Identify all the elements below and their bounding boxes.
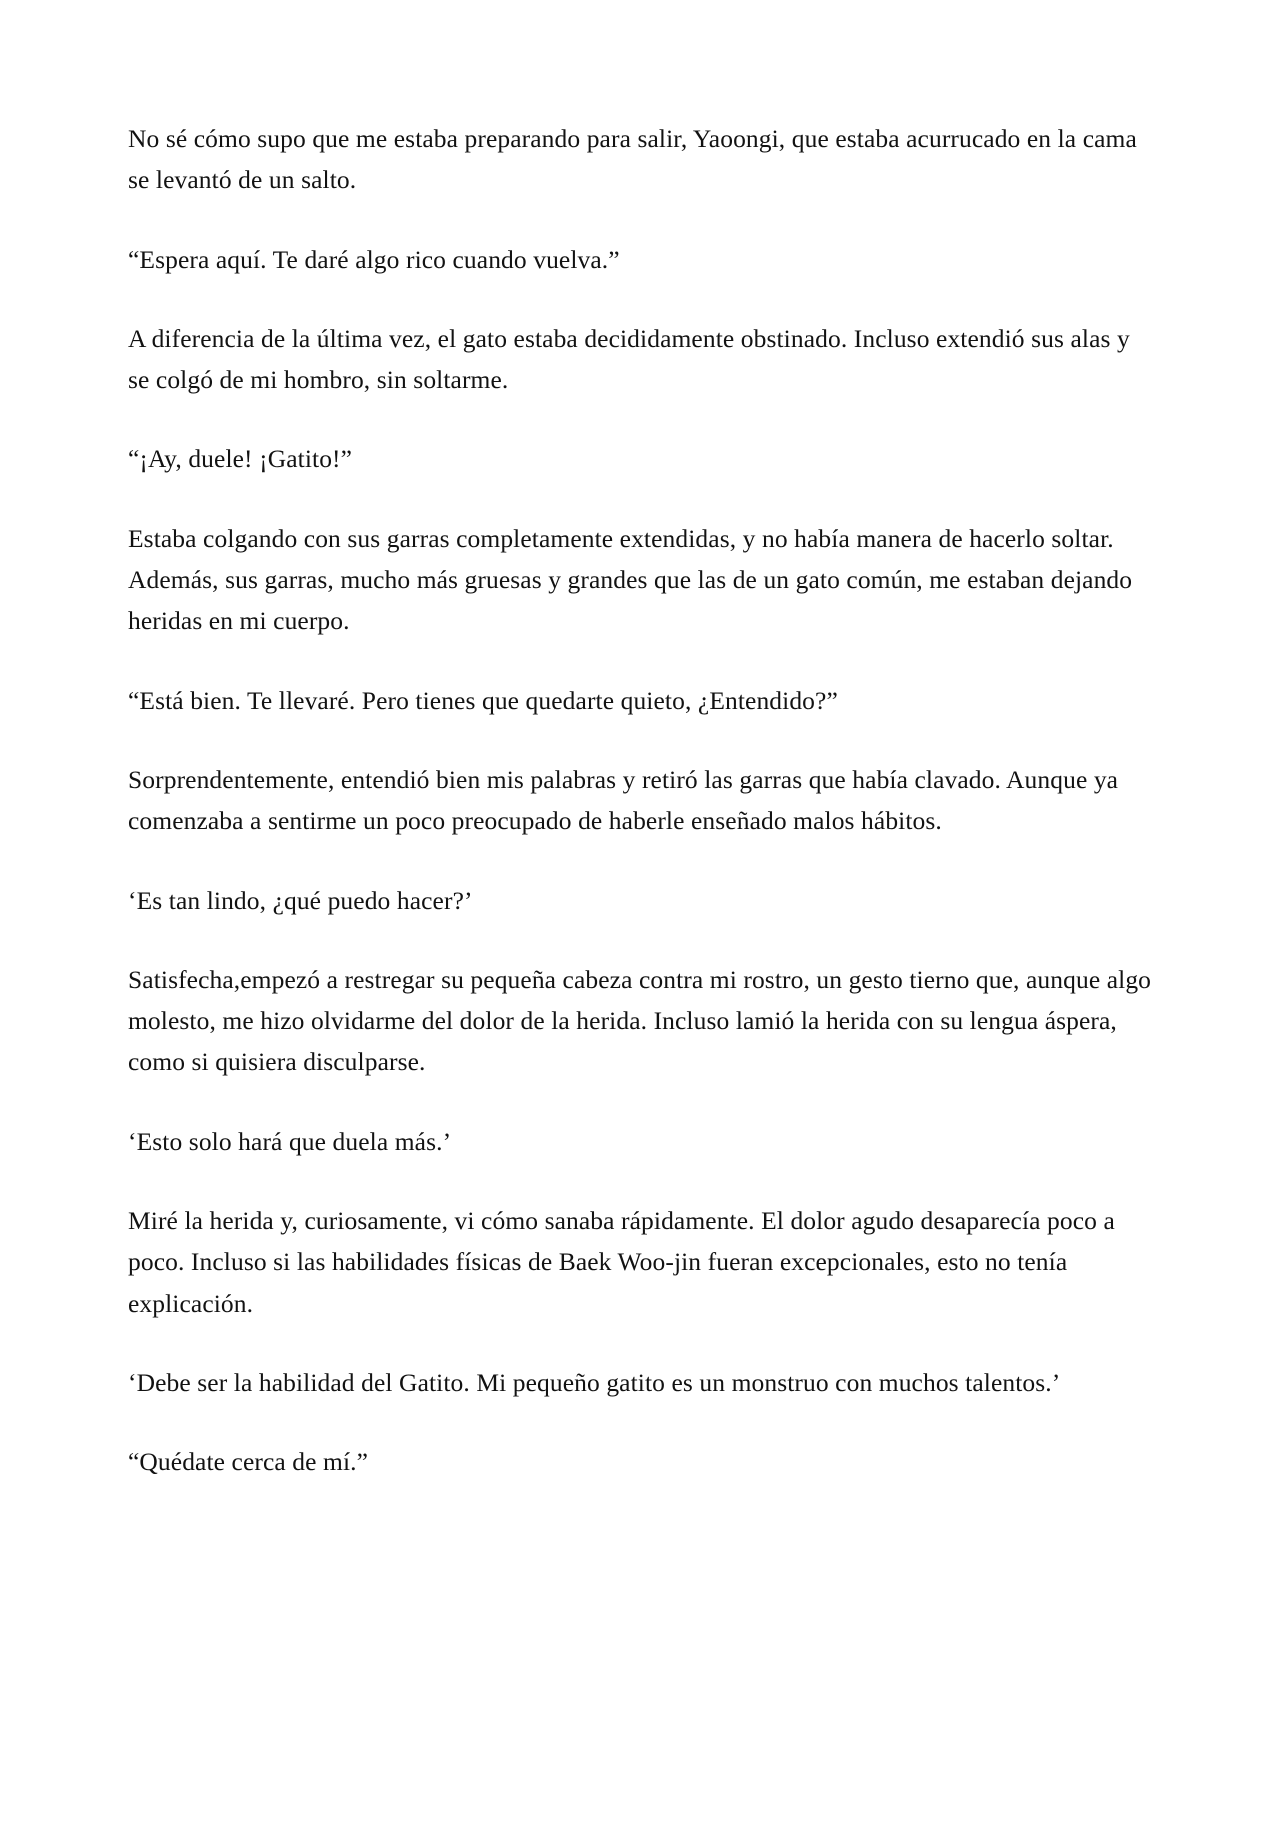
paragraph: Miré la herida y, curiosamente, vi cómo sanaba rápidamente. El dolor agudo desaparecía poco a poco. Incluso si las habilidades físicas de Baek Woo-jin fueran excepcionales, esto no tenía explicación. [128, 1206, 1115, 1318]
paragraph: No sé cómo supo que me estaba preparando para salir, Yaoongi, que estaba acurrucado en la cama se levantó de un salto. [128, 124, 1137, 195]
paragraph: “Está bien. Te llevaré. Pero tienes que quedarte quieto, ¿Entendido?” [128, 685, 838, 715]
paragraph: “¡Ay, duele! ¡Gatito!” [128, 444, 353, 474]
paragraph: ‘Es tan lindo, ¿qué puedo hacer?’ [128, 885, 473, 915]
paragraph: Sorprendentemente, entendió bien mis palabras y retiró las garras que había clavado. Aunque ya comenzaba a sentirme un poco preocupado de haberle enseñado malos hábitos. [128, 764, 1119, 836]
paragraph: “Quédate cerca de mí.” [128, 1447, 369, 1477]
paragraph: ‘Debe ser la habilidad del Gatito. Mi pequeño gatito es un monstruo con muchos talentos.’ [128, 1367, 1061, 1397]
paragraph: “Espera aquí. Te daré algo rico cuando vuelva.” [128, 244, 620, 274]
paragraph: ‘Esto solo hará que duela más.’ [128, 1126, 452, 1156]
document-body [128, 118, 1152, 1483]
paragraph: Satisfecha,empezó a restregar su pequeña cabeza contra mi rostro, un gesto tierno que, aunque algo molesto, me hizo olvidarme del dolor de la herida. Incluso lamió la herida con su lengua áspera, como si quisiera disculparse. [128, 964, 1152, 1077]
paragraph: A diferencia de la última vez, el gato estaba decididamente obstinado. Incluso extendió sus alas y se colgó de mi hombro, sin soltarme. [128, 323, 1130, 395]
paragraph: Estaba colgando con sus garras completamente extendidas, y no había manera de hacerlo soltar. Además, sus garras, mucho más gruesas y grandes que las de un gato común, me estaban dejando heridas en mi cuerpo. [128, 523, 1133, 636]
